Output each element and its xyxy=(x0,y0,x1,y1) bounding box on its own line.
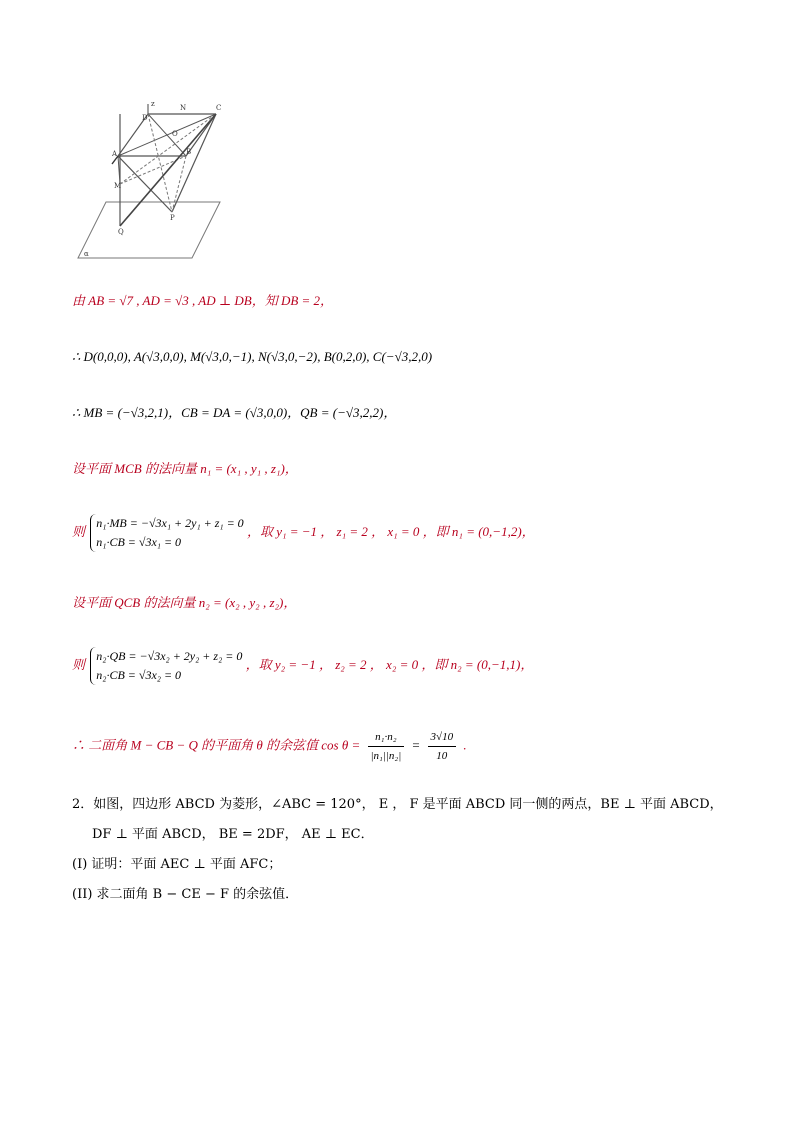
cos-fraction-denominator: |n₁||n₂| xyxy=(370,750,402,762)
label-o: O xyxy=(172,130,178,138)
problem2-line-2: DF ⊥ 平面 ABCD， BE = 2DF， AE ⊥ EC． xyxy=(92,827,374,842)
solution-line-1: 由 AB = √7 , AD = √3 , AD ⊥ DB，知 DB = 2， xyxy=(72,293,334,308)
edge-cp xyxy=(172,114,216,212)
solution-line-7 xyxy=(72,647,533,685)
problem2-line-1: 2．如图，四边形 ABCD 为菱形，∠ABC = 120°， E ， F 是平面 ABCD 同一侧的两点，BE ⊥ 平面 ABCD， xyxy=(72,797,723,812)
label-m: M xyxy=(114,182,122,190)
edge-bp xyxy=(172,156,186,212)
line7-prefix: 则 xyxy=(72,656,86,672)
label-z: z xyxy=(151,100,155,108)
solution-line-8 xyxy=(72,728,467,765)
equation-system-2 xyxy=(90,647,242,685)
edge-db xyxy=(148,114,186,156)
system2-eq2: n₂·CB = √3x₂ = 0 xyxy=(96,668,182,682)
problem2-part-2: (II) 求二面角 B − CE − F 的余弦值． xyxy=(72,887,299,902)
label-a: A xyxy=(112,150,118,158)
equation-system-1 xyxy=(90,514,243,552)
solution-line-3: ∴ MB = (−√3,2,1)，CB = DA = (√3,0,0)，QB = (−√3,2,2)， xyxy=(72,405,397,420)
line5-prefix: 则 xyxy=(72,523,86,539)
solution-line-4: 设平面 MCB 的法向量 n₁ = (x₁ , y₁ , z₁)， xyxy=(72,461,298,476)
line7-suffix: ，取 y₂ = −1 ， z₂ = 2 ， x₂ = 0 ，即 n₂ = (0,−1,1)， xyxy=(245,656,534,672)
edge-qc xyxy=(120,114,216,226)
cos-value-fraction xyxy=(428,728,457,765)
label-n: N xyxy=(180,104,187,112)
system2-eq1: n₂·QB = −√3x₂ + 2y₂ + z₂ = 0 xyxy=(96,649,243,663)
geometry-figure xyxy=(72,96,224,264)
edge-ap xyxy=(118,156,172,212)
line5-suffix: ，取 y₁ = −1 ， z₁ = 2 ， x₁ = 0 ，即 n₁ = (0,−1,2)， xyxy=(246,523,535,539)
cos-value-denominator: 10 xyxy=(436,750,448,762)
problem2-part-1: (I) 证明：平面 AEC ⊥ 平面 AFC； xyxy=(72,857,282,872)
system1-eq1: n₁·MB = −√3x₁ + 2y₁ + z₁ = 0 xyxy=(96,516,244,530)
cos-fraction xyxy=(368,728,405,765)
solution-line-5 xyxy=(72,514,535,552)
solution-line-6: 设平面 QCB 的法向量 n₂ = (x₂ , y₂ , z₂)， xyxy=(72,595,297,610)
line8-prefix: ∴ 二面角 M − CB − Q 的平面角 θ 的余弦值 cos θ = xyxy=(72,737,361,753)
line8-end: . xyxy=(463,737,467,753)
label-q: Q xyxy=(118,228,124,236)
cos-fraction-numerator: n₁·n₂ xyxy=(368,728,405,747)
cos-value-numerator: 3√10 xyxy=(428,728,457,747)
system1-eq2: n₁·CB = √3x₁ = 0 xyxy=(96,535,182,549)
label-d: D xyxy=(142,114,148,122)
plane-alpha xyxy=(78,202,220,258)
label-b: B xyxy=(186,148,192,156)
label-c: C xyxy=(216,104,222,112)
solution-line-2: ∴ D(0,0,0), A(√3,0,0), M(√3,0,−1), N(√3,0,−2), B(0,2,0), C(−√3,2,0) xyxy=(72,349,433,364)
label-p: P xyxy=(170,214,175,222)
label-alpha: α xyxy=(84,250,89,258)
line8-equals: = xyxy=(411,737,421,753)
